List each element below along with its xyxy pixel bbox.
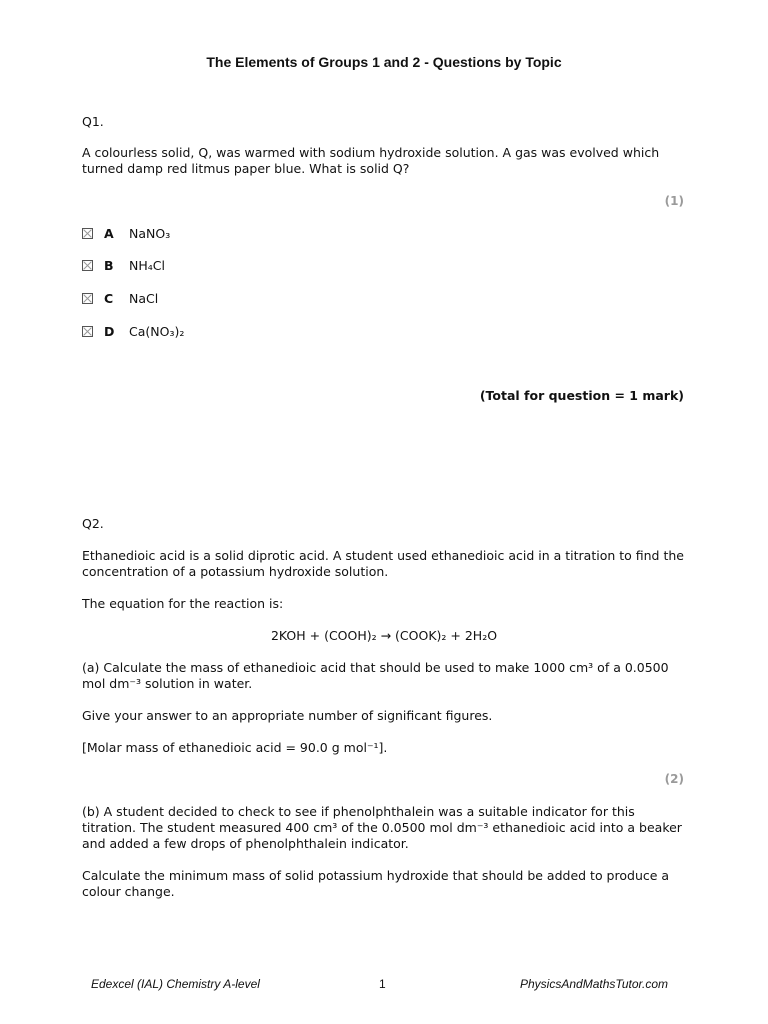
option-b[interactable]	[82, 257, 165, 273]
part-b-line-2: titration. The student measured 400 cm³ of the 0.0500 mol dm⁻³ ethanedioic acid into a beaker	[82, 820, 682, 835]
option-d-checkbox[interactable]	[82, 326, 93, 337]
question-1-marks: (1)	[664, 194, 684, 208]
part-b-line-1: (b) A student decided to check to see if phenolphthalein was a suitable indicator for this	[82, 804, 635, 819]
reaction-equation: 2KOH + (COOH)₂ → (COOK)₂ + 2H₂O	[270, 628, 498, 643]
part-a-molar-mass: [Molar mass of ethanedioic acid = 90.0 g mol⁻¹].	[82, 740, 388, 755]
question-1-number: Q1.	[82, 114, 104, 129]
option-a[interactable]	[82, 225, 170, 241]
footer-website: PhysicsAndMathsTutor.com	[520, 977, 669, 991]
option-c-formula: NaCl	[129, 290, 159, 306]
option-d-letter: D	[104, 323, 115, 339]
footer-page-number: 1	[379, 977, 386, 991]
question-2-number: Q2.	[82, 516, 104, 531]
question-1-total: (Total for question = 1 mark)	[479, 388, 684, 403]
question-2-intro-line-1: Ethanedioic acid is a solid diprotic acid. A student used ethanedioic acid in a titration to find the	[82, 548, 684, 563]
option-b-formula: NH₄Cl	[129, 257, 165, 273]
option-b-letter: B	[104, 257, 114, 273]
question-1-text-line-2: turned damp red litmus paper blue. What is solid Q?	[82, 161, 410, 176]
page-title: The Elements of Groups 1 and 2 - Questions by Topic	[206, 54, 562, 70]
option-a-letter: A	[104, 225, 114, 241]
option-a-formula: NaNO₃	[129, 225, 171, 241]
part-b-calc-line-1: Calculate the minimum mass of solid potassium hydroxide that should be added to produce a	[82, 868, 670, 883]
footer-exam-board: Edexcel (IAL) Chemistry A-level	[91, 977, 260, 991]
option-b-checkbox[interactable]	[82, 260, 93, 271]
option-c-checkbox[interactable]	[82, 293, 93, 304]
option-d[interactable]	[82, 323, 184, 339]
part-a-line-2: mol dm⁻³ solution in water.	[82, 676, 253, 691]
part-a-line-1: (a) Calculate the mass of ethanedioic acid that should be used to make 1000 cm³ of a 0.0500	[82, 660, 669, 675]
option-c[interactable]	[82, 290, 158, 306]
part-b-line-3: and added a few drops of phenolphthalein indicator.	[82, 836, 409, 851]
option-d-formula: Ca(NO₃)₂	[129, 323, 185, 339]
part-a-marks: (2)	[664, 772, 684, 786]
option-a-checkbox[interactable]	[82, 228, 93, 239]
question-1-text-line-1: A colourless solid, Q, was warmed with sodium hydroxide solution. A gas was evolved which	[82, 145, 660, 160]
question-2-intro-line-2: concentration of a potassium hydroxide solution.	[82, 564, 389, 579]
part-a-sigfigs: Give your answer to an appropriate number of significant figures.	[82, 708, 493, 723]
option-c-letter: C	[104, 290, 114, 306]
part-b-calc-line-2: colour change.	[82, 884, 175, 899]
equation-intro: The equation for the reaction is:	[82, 596, 284, 611]
